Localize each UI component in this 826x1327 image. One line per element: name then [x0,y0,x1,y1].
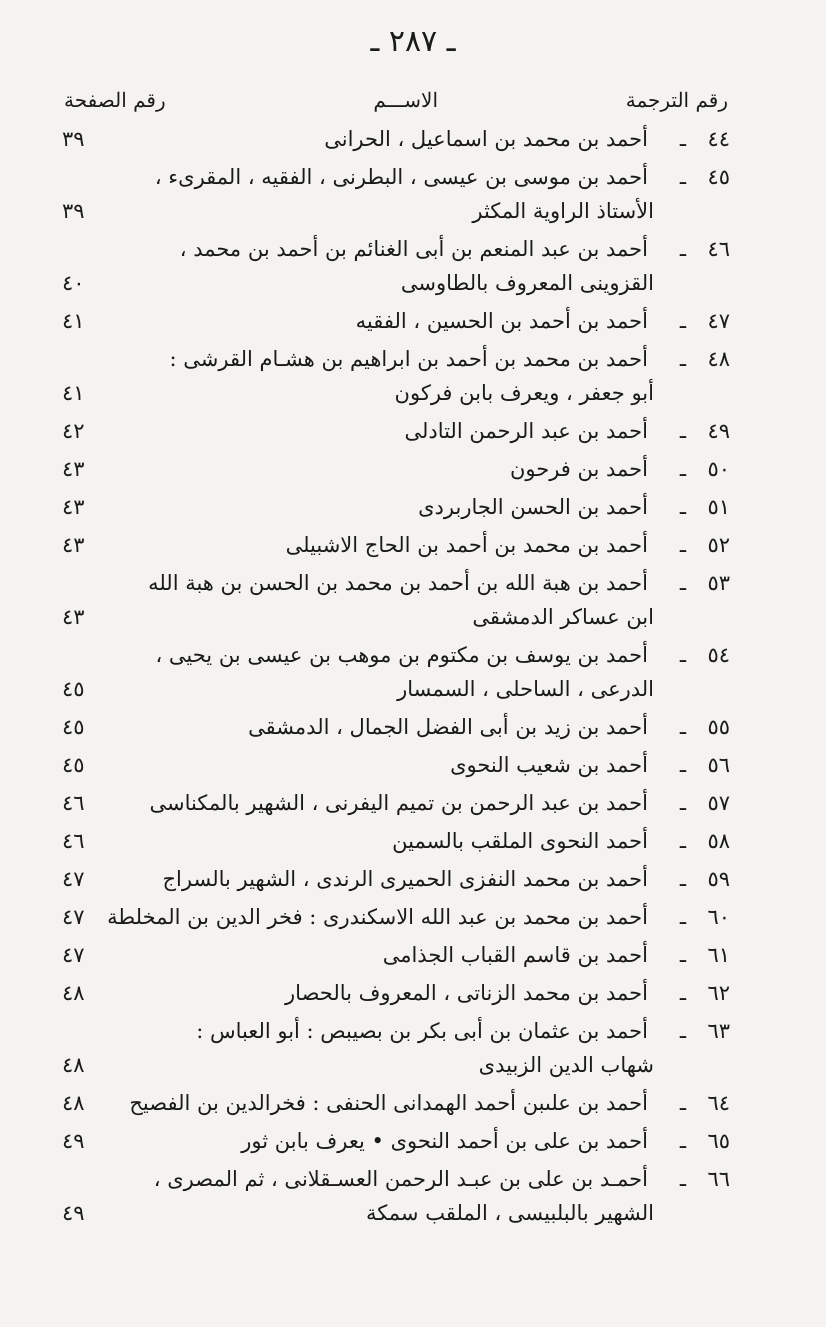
entry-number: ٤٩ [707,419,730,443]
entry-name [130,490,648,524]
entry-number: ٥٣ [707,571,730,595]
entry-row [60,450,730,488]
entry-name-line: أحمد بن هبة الله بن أحمد بن محمد بن الحسن بن هبة الله [148,571,648,595]
entry-row [60,1012,730,1084]
entry-dash: ـ [679,165,686,189]
entry-name-line: القزوينى المعروف بالطاوسى [400,271,654,295]
entry-dash: ـ [679,1019,686,1043]
entry-page-number: ٤٨ [62,1091,85,1115]
entry-number: ٤٤ [707,127,730,151]
entry-dash: ـ [679,905,686,929]
entry-name [130,748,648,782]
entry-dash: ـ [679,715,686,739]
entry-number: ٥٦ [707,753,730,777]
entry-number: ٥٠ [707,457,730,481]
entry-name [130,1162,654,1230]
entry-name-line: أحمد بن على بن أحمد النحوى • يعرف بابن ثور [241,1129,648,1153]
entry-number: ٤٨ [707,347,730,371]
entry-row [60,636,730,708]
entry-dash: ـ [679,753,686,777]
entry-name-line: أحمد بن يوسف بن مكتوم بن موهب بن عيسى بن يحيى ، [155,643,648,667]
entry-page-number: ٣٩ [62,199,85,223]
entry-page-number: ٤١ [62,381,85,405]
entry-dash: ـ [679,309,686,333]
entry-name-line: الأستاذ الراوية المكثر [472,199,654,223]
entry-name-line: أحمد بن محمد بن اسماعيل ، الحرانى [324,127,648,151]
header-name: الاســـم [373,88,438,112]
entry-row [60,120,730,158]
entry-name [130,1124,648,1158]
entry-page-number: ٤٢ [62,419,85,443]
entry-name [130,976,648,1010]
entry-name [130,232,654,300]
entry-name-line: أحمد بن علىبن أحمد الهمدانى الحنفى : فخرالدين بن الفصيح [129,1091,648,1115]
entry-name-line: الشهير بالبلبيسى ، الملقب سمكة [365,1201,654,1225]
page-number: ـ ٢٨٧ ـ [370,24,456,59]
entry-page-number: ٤٦ [62,791,85,815]
entry-name-line: الدرعى ، الساحلى ، السمسار [397,677,654,701]
entry-name [130,304,648,338]
entry-dash: ـ [679,127,686,151]
entry-name [130,566,654,634]
entry-dash: ـ [679,347,686,371]
entry-page-number: ٤٥ [62,677,85,701]
entry-row [60,302,730,340]
entry-page-number: ٤٧ [62,905,85,929]
entry-name-line: أحمد بن عثمان بن أبى بكر بن بصيبص : أبو العباس : [196,1019,648,1043]
entry-name-line: أحمد بن عبد الرحمن التادلى [404,419,648,443]
entry-number: ٥٤ [707,643,730,667]
entry-name-line: أحمد بن موسى بن عيسى ، البطرنى ، الفقيه ، المقرىء ، [154,165,648,189]
entry-name-line: أحمد النحوى الملقب بالسمين [392,829,648,853]
entry-page-number: ٤٩ [62,1201,85,1225]
entry-dash: ـ [679,829,686,853]
entry-row [60,1084,730,1122]
entry-name-line: أحمد بن محمد بن عبد الله الاسكندرى : فخر الدين بن المخلطة [107,905,648,929]
entry-dash: ـ [679,571,686,595]
entry-page-number: ٤٣ [62,495,85,519]
entry-name-line: أحمد بن فرحون [509,457,648,481]
column-header [60,88,728,116]
entry-name-line: أحمد بن قاسم القباب الجذامى [382,943,648,967]
entry-number: ٦٠ [707,905,730,929]
entry-number: ٦٢ [707,981,730,1005]
entry-name [130,160,654,228]
entry-row [60,564,730,636]
entry-number: ٦١ [707,943,730,967]
entry-row [60,860,730,898]
entry-number: ٦٥ [707,1129,730,1153]
entry-page-number: ٤٣ [62,533,85,557]
entry-dash: ـ [679,981,686,1005]
entry-page-number: ٤١ [62,309,85,333]
entry-page-number: ٤٥ [62,753,85,777]
entry-name [130,414,648,448]
entry-row [60,746,730,784]
entry-row [60,1122,730,1160]
entry-name [130,710,648,744]
entry-name [130,938,648,972]
entry-dash: ـ [679,791,686,815]
entry-page-number: ٤٦ [62,829,85,853]
entry-name-line: أحمد بن محمد الزناتى ، المعروف بالحصار [285,981,648,1005]
entry-number: ٥٢ [707,533,730,557]
entry-number: ٥٧ [707,791,730,815]
entry-name [130,528,648,562]
entry-name [130,342,654,410]
entry-row [60,230,730,302]
entry-name-line: أحمد بن عبد المنعم بن أبى الغنائم بن أحمد بن محمد ، [179,237,648,261]
entry-page-number: ٤٩ [62,1129,85,1153]
entry-row [60,708,730,746]
entry-dash: ـ [679,1167,686,1191]
entry-page-number: ٤٣ [62,605,85,629]
entry-row [60,974,730,1012]
entries-list [60,120,730,1232]
entry-row [60,488,730,526]
entry-row [60,526,730,564]
entry-number: ٥٨ [707,829,730,853]
entry-number: ٦٤ [707,1091,730,1115]
entry-dash: ـ [679,1091,686,1115]
entry-name [130,122,648,156]
entry-name-line: أحمد بن زيد بن أبى الفضل الجمال ، الدمشقى [248,715,648,739]
entry-name [130,862,648,896]
entry-page-number: ٤٨ [62,981,85,1005]
entry-row [60,898,730,936]
entry-name-line: شهاب الدين الزبيدى [478,1053,654,1077]
entry-name-line: أحمد بن شعيب النحوى [450,753,648,777]
entry-name-line: أحمد بن الحسن الجاربردى [418,495,648,519]
entry-name-line: أحمد بن محمد بن أحمد بن الحاج الاشبيلى [285,533,648,557]
entry-name-line: ابن عساكر الدمشقى [472,605,654,629]
entry-number: ٥١ [707,495,730,519]
entry-dash: ـ [679,419,686,443]
entry-dash: ـ [679,495,686,519]
entry-dash: ـ [679,457,686,481]
entry-name [107,900,648,934]
entry-row [60,412,730,450]
entry-name-line: أحمد بن محمد بن أحمد بن ابراهيم بن هشـام القرشى : [169,347,648,371]
entry-page-number: ٤٣ [62,457,85,481]
entry-number: ٤٧ [707,309,730,333]
entry-name [130,1014,654,1082]
entry-name-line: أحمد بن عبد الرحمن بن تميم اليفرنى ، الشهير بالمكناسى [149,791,648,815]
entry-name [130,824,648,858]
entry-name-line: أحمـد بن على بن عبـد الرحمن العسـقلانى ، ثم المصرى ، [153,1167,648,1191]
entry-name [130,786,648,820]
entry-dash: ـ [679,237,686,261]
entry-row [60,822,730,860]
entry-dash: ـ [679,943,686,967]
entry-dash: ـ [679,1129,686,1153]
entry-row [60,784,730,822]
entry-number: ٤٦ [707,237,730,261]
entry-dash: ـ [679,533,686,557]
entry-name-line: أحمد بن محمد النفزى الحميرى الرندى ، الشهير بالسراج [162,867,648,891]
entry-number: ٦٣ [707,1019,730,1043]
entry-row [60,158,730,230]
entry-number: ٤٥ [707,165,730,189]
entry-dash: ـ [679,643,686,667]
entry-number: ٥٥ [707,715,730,739]
header-page-number: رقم الصفحة [64,88,166,112]
entry-page-number: ٣٩ [62,127,85,151]
entry-name-line: أحمد بن أحمد بن الحسين ، الفقيه [355,309,648,333]
entry-page-number: ٤٧ [62,943,85,967]
entry-row [60,936,730,974]
entry-name [130,452,648,486]
entry-dash: ـ [679,867,686,891]
entry-page-number: ٤٥ [62,715,85,739]
entry-page-number: ٤٧ [62,867,85,891]
entry-name [130,1086,648,1120]
entry-name [130,638,654,706]
entry-row [60,340,730,412]
entry-number: ٥٩ [707,867,730,891]
entry-name-line: أبو جعفر ، ويعرف بابن فركون [394,381,654,405]
header-entry-number: رقم الترجمة [625,88,728,112]
entry-page-number: ٤٠ [62,271,85,295]
entry-row [60,1160,730,1232]
entry-page-number: ٤٨ [62,1053,85,1077]
entry-number: ٦٦ [707,1167,730,1191]
